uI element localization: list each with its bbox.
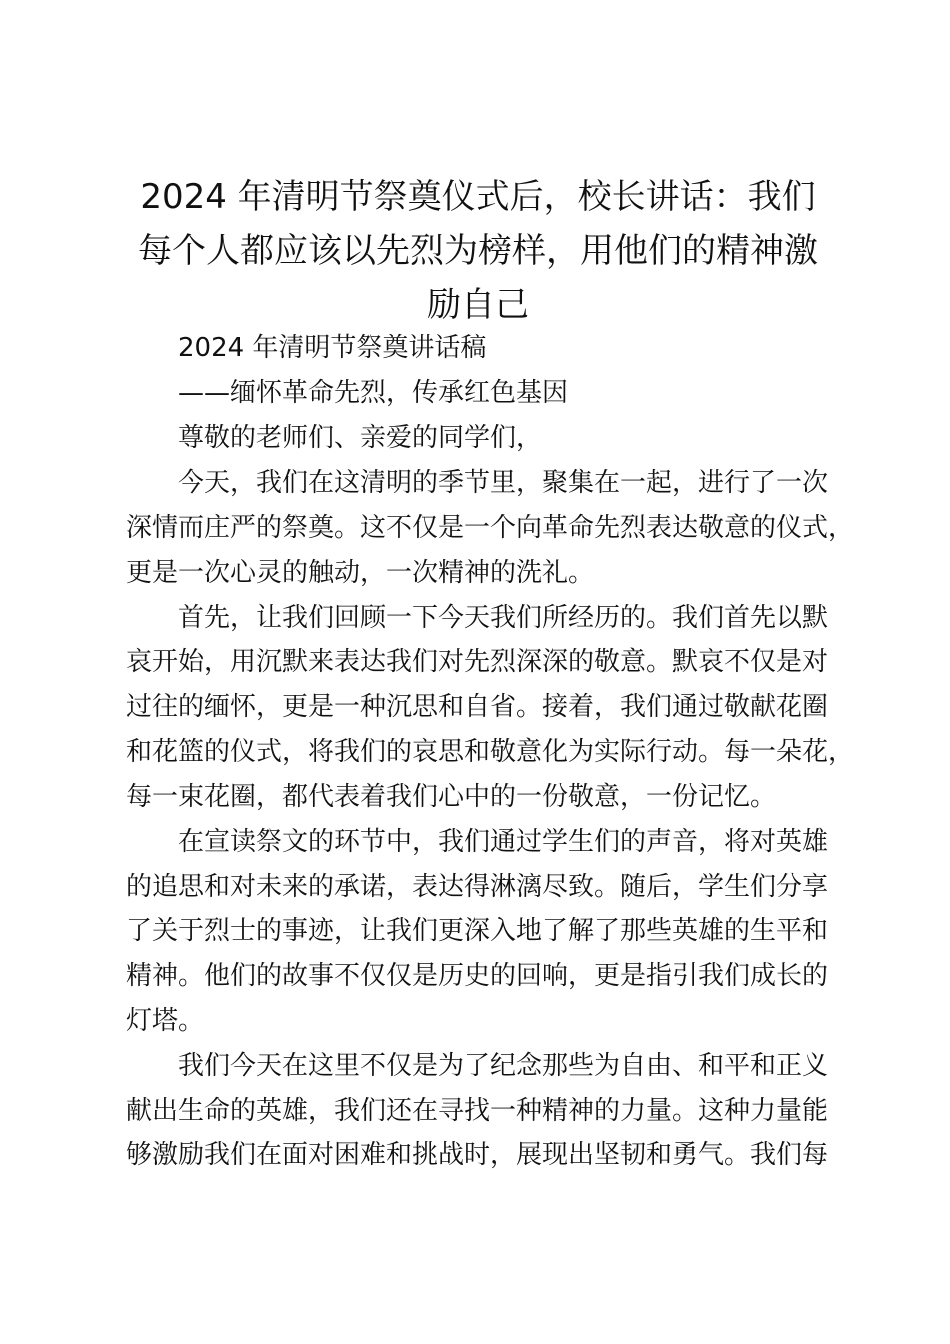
greeting: 尊敬的老师们、亲爱的同学们，	[178, 423, 543, 453]
paragraph-line: 我们今天在这里不仅是为了纪念那些为自由、和平和正义	[178, 1051, 829, 1081]
paragraph-line: 首先，让我们回顾一下今天我们所经历的。我们首先以默	[178, 603, 829, 633]
paragraph-line: 了关于烈士的事迹，让我们更深入地了解了那些英雄的生平和	[126, 916, 829, 946]
paragraph-line: 在宣读祭文的环节中，我们通过学生们的声音，将对英雄	[178, 827, 829, 857]
paragraph-line: 过往的缅怀，更是一种沉思和自省。接着，我们通过敬献花圈	[126, 692, 829, 722]
document-title	[108, 170, 848, 332]
speech-theme: ——缅怀革命先烈，传承红色基因	[178, 378, 569, 408]
paragraph-line: 的追思和对未来的承诺，表达得淋漓尽致。随后，学生们分享	[126, 872, 829, 902]
paragraph-line: 献出生命的英雄，我们还在寻找一种精神的力量。这种力量能	[126, 1096, 829, 1126]
title-line: 每个人都应该以先烈为榜样，用他们的精神激	[138, 231, 818, 271]
paragraph-line: 精神。他们的故事不仅仅是历史的回响，更是指引我们成长的	[126, 961, 829, 991]
title-line: 励自己	[427, 285, 529, 325]
paragraph-line: 和花篮的仪式，将我们的哀思和敬意化为实际行动。每一朵花，	[126, 737, 855, 767]
speech-subtitle: 2024 年清明节祭奠讲话稿	[178, 333, 487, 363]
paragraph-line: 够激励我们在面对困难和挑战时，展现出坚韧和勇气。我们每	[126, 1140, 829, 1170]
paragraph-line: 灯塔。	[126, 1006, 205, 1036]
paragraph-line: 今天，我们在这清明的季节里，聚集在一起，进行了一次	[178, 468, 829, 498]
paragraph-line: 深情而庄严的祭奠。这不仅是一个向革命先烈表达敬意的仪式，	[126, 513, 855, 543]
paragraph-line: 更是一次心灵的触动，一次精神的洗礼。	[126, 558, 595, 588]
paragraph-line: 哀开始，用沉默来表达我们对先烈深深的敬意。默哀不仅是对	[126, 647, 829, 677]
paragraph-line: 每一束花圈，都代表着我们心中的一份敬意，一份记忆。	[126, 782, 777, 812]
title-line: 2024 年清明节祭奠仪式后，校长讲话：我们	[140, 177, 816, 217]
